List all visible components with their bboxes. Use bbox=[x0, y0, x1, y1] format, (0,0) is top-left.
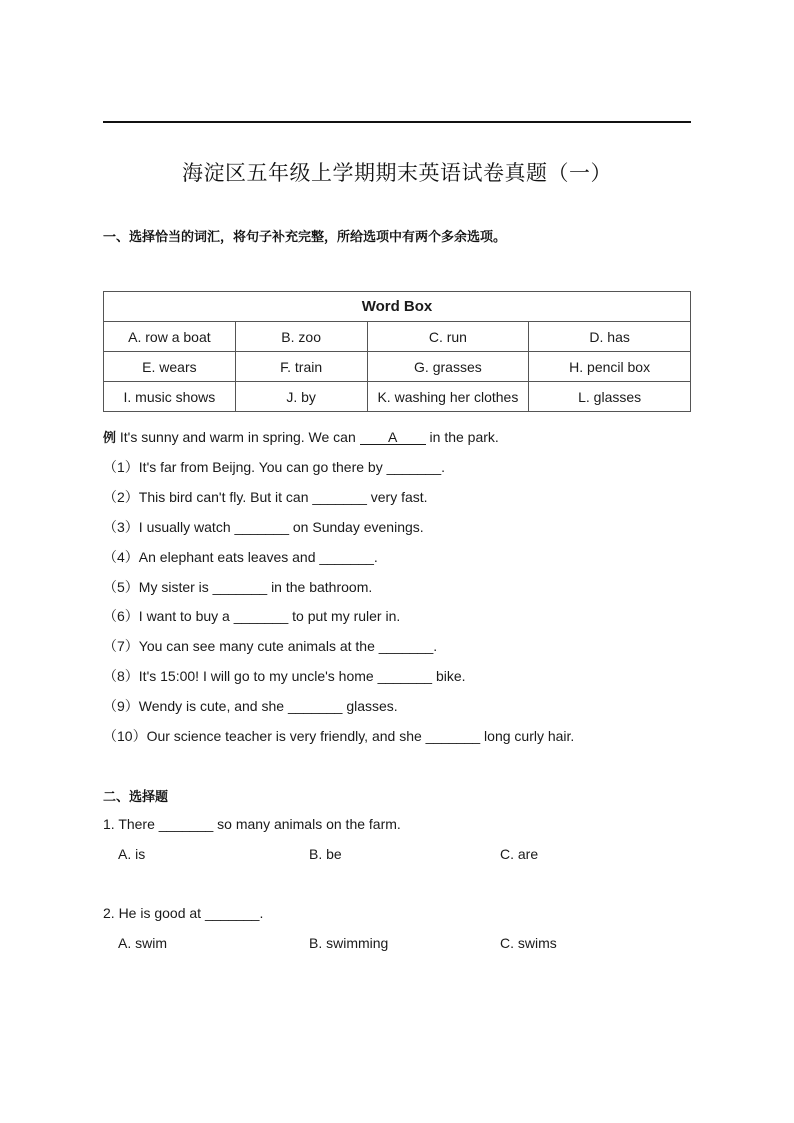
word-box-row bbox=[104, 352, 691, 382]
word-box-cell: F. train bbox=[235, 352, 367, 382]
fill-blank-item-3: （3）I usually watch _______ on Sunday evenings. bbox=[103, 519, 424, 535]
word-box-cell: H. pencil box bbox=[529, 352, 691, 382]
section-2-heading: 二、选择题 bbox=[103, 790, 169, 805]
word-box-cell: A. row a boat bbox=[104, 322, 236, 352]
question-1-option-b: B. be bbox=[309, 846, 342, 862]
fill-blank-item-1: （1）It's far from Beijng. You can go there by _______. bbox=[103, 459, 445, 475]
example-text-before: It's sunny and warm in spring. We can bbox=[116, 429, 360, 445]
fill-blank-item-4: （4）An elephant eats leaves and _______. bbox=[103, 549, 378, 565]
question-2-option-a: A. swim bbox=[118, 935, 167, 951]
word-box-row bbox=[104, 322, 691, 352]
fill-blank-item-2: （2）This bird can't fly. But it can _______ very fast. bbox=[103, 489, 428, 505]
word-box-table bbox=[103, 291, 691, 412]
example-answer: A bbox=[360, 430, 426, 445]
example-label: 例 bbox=[103, 431, 117, 446]
page-title: 海淀区五年级上学期期末英语试卷真题（一） bbox=[182, 161, 612, 185]
word-box-cell: G. grasses bbox=[367, 352, 529, 382]
question-1-option-a: A. is bbox=[118, 846, 146, 862]
word-box-cell: K. washing her clothes bbox=[367, 382, 529, 412]
example-sentence bbox=[103, 427, 499, 446]
word-box-cell: B. zoo bbox=[235, 322, 367, 352]
word-box-cell: L. glasses bbox=[529, 382, 691, 412]
header-rule bbox=[103, 121, 691, 123]
question-2-option-c: C. swims bbox=[500, 935, 557, 951]
fill-blank-item-5: （5）My sister is _______ in the bathroom. bbox=[103, 579, 373, 595]
question-1-text: 1. There _______ so many animals on the farm. bbox=[103, 816, 401, 832]
word-box-title: Word Box bbox=[104, 292, 691, 322]
fill-blank-item-8: （8）It's 15:00! I will go to my uncle's home _______ bike. bbox=[103, 668, 466, 684]
question-2-option-b: B. swimming bbox=[309, 935, 389, 951]
word-box-cell: J. by bbox=[235, 382, 367, 412]
fill-blank-item-9: （9）Wendy is cute, and she _______ glasses. bbox=[103, 698, 398, 714]
fill-blank-item-10: （10）Our science teacher is very friendly, and she _______ long curly hair. bbox=[103, 728, 575, 744]
example-text-after: in the park. bbox=[425, 429, 499, 445]
section-1-heading: 一、选择恰当的词汇，将句子补充完整，所给选项中有两个多余选项。 bbox=[103, 230, 507, 245]
word-box-row bbox=[104, 382, 691, 412]
question-1-option-c: C. are bbox=[500, 846, 539, 862]
word-box-cell: E. wears bbox=[104, 352, 236, 382]
word-box-cell: D. has bbox=[529, 322, 691, 352]
word-box-cell: I. music shows bbox=[104, 382, 236, 412]
word-box-cell: C. run bbox=[367, 322, 529, 352]
fill-blank-item-7: （7）You can see many cute animals at the _______. bbox=[103, 638, 438, 654]
fill-blank-item-6: （6）I want to buy a _______ to put my ruler in. bbox=[103, 608, 401, 624]
question-2-text: 2. He is good at _______. bbox=[103, 905, 264, 921]
